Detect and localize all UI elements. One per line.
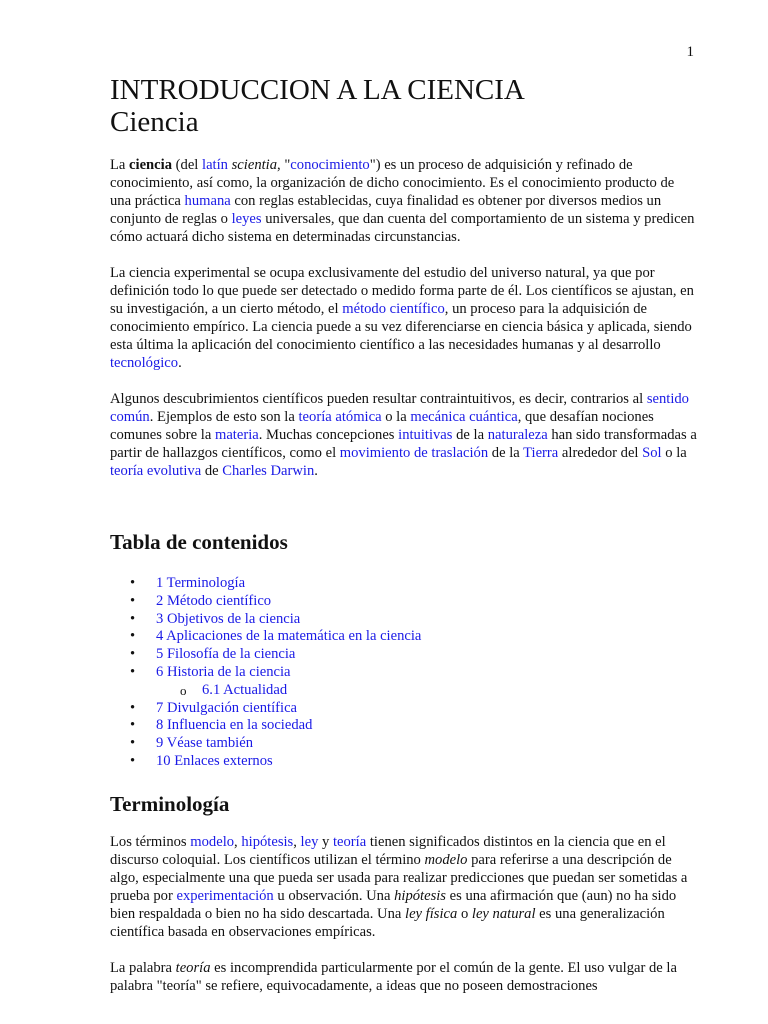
document-title xyxy=(110,74,698,138)
text: , que desafían nociones comunes sobre la xyxy=(110,409,654,443)
link-tecnologico[interactable]: tecnológico xyxy=(110,355,179,371)
text: . Muchas concepciones xyxy=(258,427,399,443)
text: con reglas establecidas, cuya finalidad es obtener por diversos medios un conjunto de reglas o xyxy=(110,193,662,227)
toc-subitem xyxy=(110,682,698,700)
toc-link-divulgacion[interactable]: 7 Divulgación científica xyxy=(156,699,298,716)
toc-link-historia[interactable]: 6 Historia de la ciencia xyxy=(156,663,291,680)
link-ley[interactable]: ley xyxy=(300,833,319,850)
bullet-icon: • xyxy=(130,752,136,769)
text: La ciencia experimental se ocupa exclusivamente del estudio del universo natural, ya que por definición todo lo que puede ser detectado o medido forma parte de él. Los científicos se ajustan, en su investigación, a un cierto método, el xyxy=(110,265,694,317)
link-modelo[interactable]: modelo xyxy=(190,833,235,850)
title-line-1: INTRODUCCION A LA CIENCIA xyxy=(110,74,525,106)
text: o la xyxy=(661,445,687,461)
section-heading-terminologia: Terminología xyxy=(110,791,230,816)
text: . Ejemplos de esto son la xyxy=(149,409,299,425)
toc-link-influencia[interactable]: 8 Influencia en la sociedad xyxy=(156,717,313,734)
text: tienen significados distintos en la ciencia que en el discurso coloquial. Los científicos utilizan el término xyxy=(110,833,666,868)
link-conocimiento[interactable]: conocimiento xyxy=(290,157,370,173)
ciencia-term: ciencia xyxy=(129,157,173,173)
link-metodo-cientifico[interactable]: método científico xyxy=(342,301,445,317)
text: de la xyxy=(488,445,524,461)
link-leyes[interactable]: leyes xyxy=(231,211,262,227)
paragraph-ciencia-experimental xyxy=(110,264,698,372)
toc-item xyxy=(110,611,698,629)
link-tierra[interactable]: Tierra xyxy=(523,445,559,461)
toc-link-aplicaciones[interactable]: 4 Aplicaciones de la matemática en la ciencia xyxy=(156,628,422,645)
intro-paragraph xyxy=(110,156,698,246)
link-mecanica-cuantica[interactable]: mecánica cuántica xyxy=(410,409,518,425)
bullet-icon: • xyxy=(130,575,136,591)
bullet-icon: • xyxy=(130,735,136,752)
text: o la xyxy=(381,409,411,425)
text: o xyxy=(457,905,472,922)
toc-link-filosofia[interactable]: 5 Filosofía de la ciencia xyxy=(156,646,296,663)
toc-item xyxy=(110,700,698,718)
text: es incomprendida particularmente por el común de la gente. El uso vulgar de la palabra "teoría" se refiere, equivocadamente, a ideas que no poseen demostraciones xyxy=(110,959,677,994)
toc-item xyxy=(110,628,698,646)
link-movimiento-de-traslacion[interactable]: movimiento de traslación xyxy=(339,445,489,461)
text: han sido transformadas a partir de hallazgos científicos, como el xyxy=(110,427,697,461)
link-latin[interactable]: latín xyxy=(202,157,228,173)
text: ") es un proceso de adquisición y refinado de conocimiento, así como, la organización de dicho conocimiento. Es el conocimiento producto de una práctica xyxy=(110,157,675,209)
link-humana[interactable]: humana xyxy=(184,193,231,209)
link-experimentacion[interactable]: experimentación xyxy=(176,887,274,904)
scientia-term: scientia xyxy=(231,157,278,173)
article-content xyxy=(110,74,698,995)
table-of-contents xyxy=(110,575,698,771)
toc-link-terminologia[interactable]: 1 Terminología xyxy=(156,575,246,591)
circle-bullet-icon: o xyxy=(180,682,187,698)
bullet-icon: • xyxy=(130,646,136,663)
text: u observación. Una xyxy=(273,887,395,904)
text: , " xyxy=(277,157,291,173)
text: , xyxy=(293,833,301,850)
link-sentido-comun[interactable]: sentido común xyxy=(110,391,689,425)
bullet-icon: • xyxy=(130,628,136,645)
toc-link-metodo-cientifico[interactable]: 2 Método científico xyxy=(156,592,272,609)
text: es una generalización científica basada en observaciones empíricas. xyxy=(110,905,665,940)
toc-link-vease-tambien[interactable]: 9 Véase también xyxy=(156,735,253,752)
text: , xyxy=(234,833,242,850)
bullet-icon: • xyxy=(130,610,136,627)
toc-item xyxy=(110,753,698,771)
text: alrededor del xyxy=(558,445,643,461)
toc-link-actualidad[interactable]: 6.1 Actualidad xyxy=(202,681,288,698)
text: La palabra xyxy=(110,959,176,976)
page-number: 1 xyxy=(686,44,694,60)
text: para referirse a una descripción de algo, especialmente una que pueda ser usada para realizar predicciones que puedan ser sometidas a prueba por xyxy=(110,851,688,904)
toc-link-enlaces-externos[interactable]: 10 Enlaces externos xyxy=(156,752,273,769)
link-teoria-evolutiva[interactable]: teoría evolutiva xyxy=(110,463,202,479)
italic-term: modelo xyxy=(424,851,468,868)
toc-heading: Tabla de contenidos xyxy=(110,530,288,554)
link-intuitivas[interactable]: intuitivas xyxy=(398,427,453,443)
text: de xyxy=(201,463,223,479)
text: es una afirmación que (aun) no ha sido bien respaldada o bien no ha sido descartada. Una xyxy=(110,887,677,922)
bullet-icon: • xyxy=(130,717,136,734)
italic-term: ley natural xyxy=(471,905,536,922)
title-line-2: Ciencia xyxy=(110,106,199,138)
text: Algunos descubrimientos científicos pueden resultar contraintuitivos, es decir, contrarios al xyxy=(110,391,647,407)
italic-term: hipótesis xyxy=(394,887,446,904)
toc-item xyxy=(110,575,698,593)
text: universales, que dan cuenta del comportamiento de un sistema y predicen cómo actuará dicho sistema en determinadas circunstancias. xyxy=(110,211,695,245)
toc-item xyxy=(110,664,698,682)
link-teoria-atomica[interactable]: teoría atómica xyxy=(298,409,382,425)
terminologia-paragraph-1 xyxy=(110,833,698,941)
paragraph-descubrimientos xyxy=(110,390,698,480)
toc-item xyxy=(110,717,698,735)
toc-item xyxy=(110,735,698,753)
link-sol[interactable]: Sol xyxy=(642,445,662,461)
toc-item xyxy=(110,646,698,664)
link-charles-darwin[interactable]: Charles Darwin xyxy=(222,463,315,479)
bullet-icon: • xyxy=(130,699,136,716)
bullet-icon: • xyxy=(130,663,136,680)
italic-term: teoría xyxy=(175,959,211,976)
text: de la xyxy=(452,427,488,443)
text: , un proceso para la adquisición de conocimiento empírico. La ciencia puede a su vez diferenciarse en ciencia básica y aplicada, siendo esta última la aplicación del conocimiento científico a las necesidades humanas y al desarrollo xyxy=(110,301,692,353)
text: y xyxy=(318,833,333,850)
text: . xyxy=(178,355,182,371)
text: (del xyxy=(172,157,203,173)
link-teoria[interactable]: teoría xyxy=(332,833,367,850)
bullet-icon: • xyxy=(130,592,136,609)
toc-link-objetivos[interactable]: 3 Objetivos de la ciencia xyxy=(156,610,301,627)
link-naturaleza[interactable]: naturaleza xyxy=(487,427,548,443)
terminologia-paragraph-2 xyxy=(110,959,698,995)
link-materia[interactable]: materia xyxy=(214,427,259,443)
italic-term: ley física xyxy=(405,905,458,922)
text: Los términos xyxy=(110,833,191,850)
toc-item xyxy=(110,593,698,611)
text: . xyxy=(314,463,318,479)
link-hipotesis[interactable]: hipótesis xyxy=(241,833,294,850)
text: La xyxy=(110,157,130,173)
